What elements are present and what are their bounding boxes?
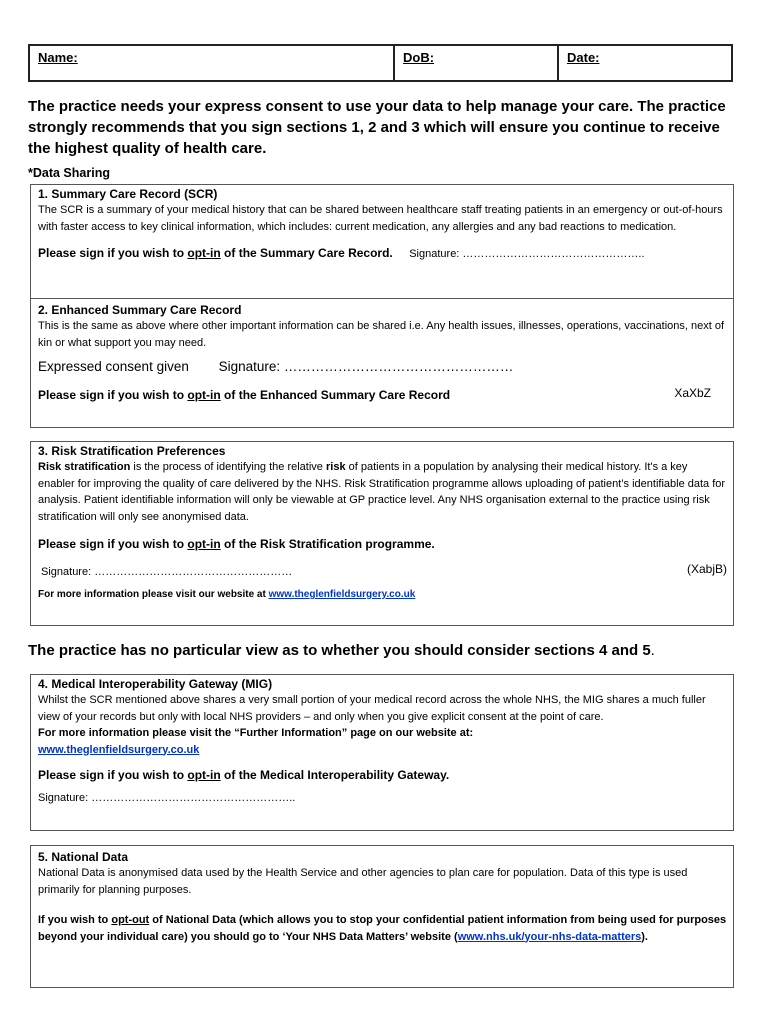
section-2-consent-row [38,359,727,374]
dob-cell[interactable] [395,46,559,80]
section-1-body: The SCR is a summary of your medical history that can be shared between healthcare staff treating patients in an emergency or out-of-hours with faster access to key clinical information, which includes: current medication, any allergies and any bad reactions to medication. [38,204,723,233]
consent-label: Expressed consent given [38,359,189,374]
dob-label: DoB: [403,50,435,65]
section-4-box [30,674,734,831]
date-label: Date: [567,50,600,65]
date-cell[interactable] [559,46,731,80]
website-link[interactable]: www.theglenfieldsurgery.co.uk [38,743,200,756]
section-5-body: National Data is anonymised data used by the Health Service and other agencies to plan care for population. Data of this type is used primarily for planning purposes. [38,867,688,896]
intro-paragraph: The practice needs your express consent to use your data to help manage your care. The practice strongly recommends that you sign sections 1, 2 and 3 which will ensure you continue to receive the highest quality of health care. [28,98,726,157]
section-1-optin-word: opt-in [187,246,221,260]
section-3-code: (XabjB) [686,562,727,576]
data-sharing-label: *Data Sharing [28,166,110,180]
section-3-box [30,441,734,626]
section-2-title: 2. Enhanced Summary Care Record [38,303,242,317]
section-4-more-info: For more information please visit the “Further Information” page on our website at: [38,727,474,739]
section-1-title: 1. Summary Care Record (SCR) [38,187,218,201]
middle-note: The practice has no particular view as to whether you should consider sections 4 and 5. [28,642,655,659]
section-2-optin-word: opt-in [187,388,221,402]
section-2-body: This is the same as above where other important information can be shared i.e. Any health issues, illnesses, operations, vaccinations, next of kin or what support you may need. [38,320,725,349]
section-3-optin-word: opt-in [187,537,221,551]
name-cell[interactable] [30,46,395,80]
section-divider [31,298,733,299]
section-3-signature[interactable]: Signature: ……………………………………………… [41,566,293,578]
section-1-2-box [30,184,734,428]
section-3-body: Risk stratification is the process of identifying the relative risk of patients in a population by analysing their medical history. It's a key enabler for improving the quality of care delivered by the NHS. Risk Stratification programme allows uploading of patient’s identifiable data for analysis. Patient identifiable information will only be viewable at GP practice level. Any NHS organisation external to the practice using risk stratification will only see anonymised data. [38,461,726,523]
section-3-optin-row: Please sign if you wish to opt-in of the Risk Stratification programme. [38,537,435,551]
section-2-code: XaXbZ [674,386,711,400]
website-link[interactable]: www.theglenfieldsurgery.co.uk [268,589,416,600]
section-4-optin-word: opt-in [187,768,221,782]
section-1-signature[interactable]: Signature: ………………………………………….. [409,248,645,260]
optout-word: opt-out [111,914,150,926]
section-5-optout: If you wish to opt-out of National Data (which allows you to stop your confidential patient information from being used for purposes beyond your individual care) you should go to ‘Your NHS Data Matters’ website (www.nhs.uk/your-nhs-data-matters). [38,914,727,943]
section-1-optin-row: Please sign if you wish to opt-in of the Summary Care Record. Signature: ………………………………………….. [38,246,645,260]
name-label: Name: [38,50,78,65]
section-4-body: Whilst the SCR mentioned above shares a very small portion of your medical record across the whole NHS, the MIG shares a much fuller view of your records but only with local NHS providers – and only when you give explicit consent at the point of care. [38,694,706,723]
section-3-title: 3. Risk Stratification Preferences [38,444,226,458]
section-2-optin-row: Please sign if you wish to opt-in of the Enhanced Summary Care Record XaXbZ [38,386,711,402]
section-4-optin-row: Please sign if you wish to opt-in of the Medical Interoperability Gateway. [38,768,450,782]
section-5-box [30,845,734,988]
section-3-more-info: For more information please visit our website at www.theglenfieldsurgery.co.uk [38,589,416,600]
nhs-data-matters-link[interactable]: www.nhs.uk/your-nhs-data-matters [457,930,642,943]
section-4-link-row [38,742,727,759]
section-5-title: 5. National Data [38,850,129,864]
section-4-title: 4. Medical Interoperability Gateway (MIG) [38,677,273,691]
patient-details-table [28,44,733,82]
section-3-signature-row [38,562,727,580]
section-4-signature[interactable]: Signature: ……………………………………………….. [38,792,296,804]
section-2-signature[interactable]: Signature: …………………………………………… [218,359,514,374]
